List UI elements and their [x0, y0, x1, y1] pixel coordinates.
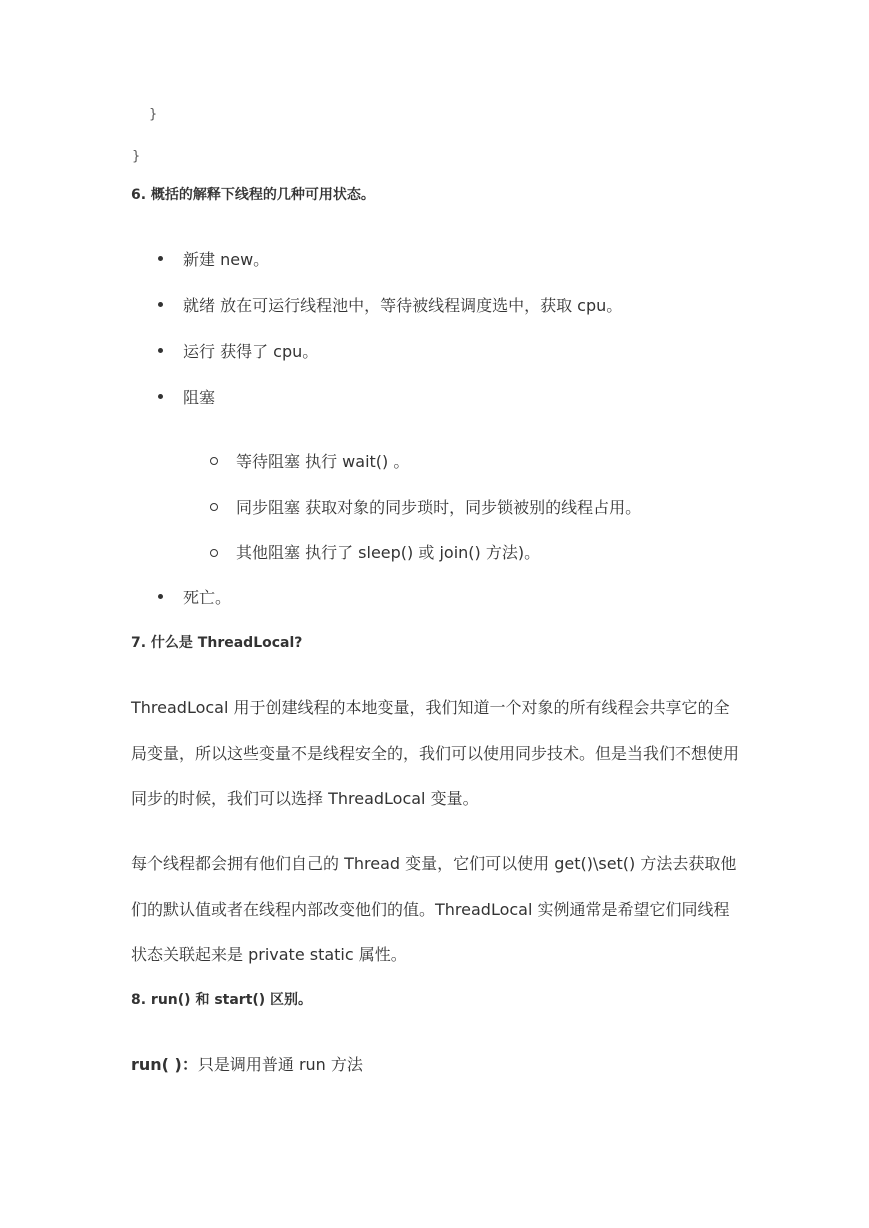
list-item-text: 新建 new。: [183, 250, 270, 269]
sub-list-item-text: 等待阻塞 执行 wait() 。: [236, 452, 410, 471]
paragraph-line: 同步的时候，我们可以选择 ThreadLocal 变量。: [131, 789, 479, 808]
paragraph-line: ThreadLocal 用于创建线程的本地变量，我们知道一个对象的所有线程会共享它的全: [131, 698, 730, 717]
list-item-text: 运行 获得了 cpu。: [183, 342, 319, 361]
hollow-bullet-icon: [210, 457, 218, 465]
q8-heading: 8. run() 和 start() 区别。: [131, 992, 313, 1008]
bullet-icon: [158, 348, 163, 353]
bullet-icon: [158, 394, 163, 399]
code-closing-brace-inner: }: [149, 107, 158, 122]
sub-list-item-text: 其他阻塞 执行了 sleep() 或 join() 方法)。: [236, 543, 541, 562]
q6-heading: 6. 概括的解释下线程的几种可用状态。: [131, 187, 375, 203]
list-item-text: 阻塞: [183, 388, 216, 407]
hollow-bullet-icon: [210, 503, 218, 511]
run-method-text: 只是调用普通 run 方法: [197, 1055, 363, 1074]
sub-list-item-text: 同步阻塞 获取对象的同步琐时，同步锁被别的线程占用。: [236, 498, 642, 517]
hollow-bullet-icon: [210, 549, 218, 557]
list-item-text: 死亡。: [183, 588, 232, 607]
paragraph-line: 们的默认值或者在线程内部改变他们的值。ThreadLocal 实例通常是希望它们同线程: [131, 900, 730, 919]
q8-run-description: [131, 1052, 363, 1075]
bullet-icon: [158, 256, 163, 261]
paragraph-line: 局变量，所以这些变量不是线程安全的，我们可以使用同步技术。但是当我们不想使用: [131, 744, 740, 763]
bullet-icon: [158, 302, 163, 307]
q7-heading: 7. 什么是 ThreadLocal?: [131, 635, 303, 651]
paragraph-line: 状态关联起来是 private static 属性。: [131, 945, 407, 964]
list-item-text: 就绪 放在可运行线程池中，等待被线程调度选中，获取 cpu。: [183, 296, 623, 315]
code-closing-brace-outer: }: [132, 149, 141, 164]
bullet-icon: [158, 594, 163, 599]
run-method-label: run( )：: [131, 1055, 198, 1074]
paragraph-line: 每个线程都会拥有他们自己的 Thread 变量，它们可以使用 get()\set() 方法去获取他: [131, 854, 737, 873]
